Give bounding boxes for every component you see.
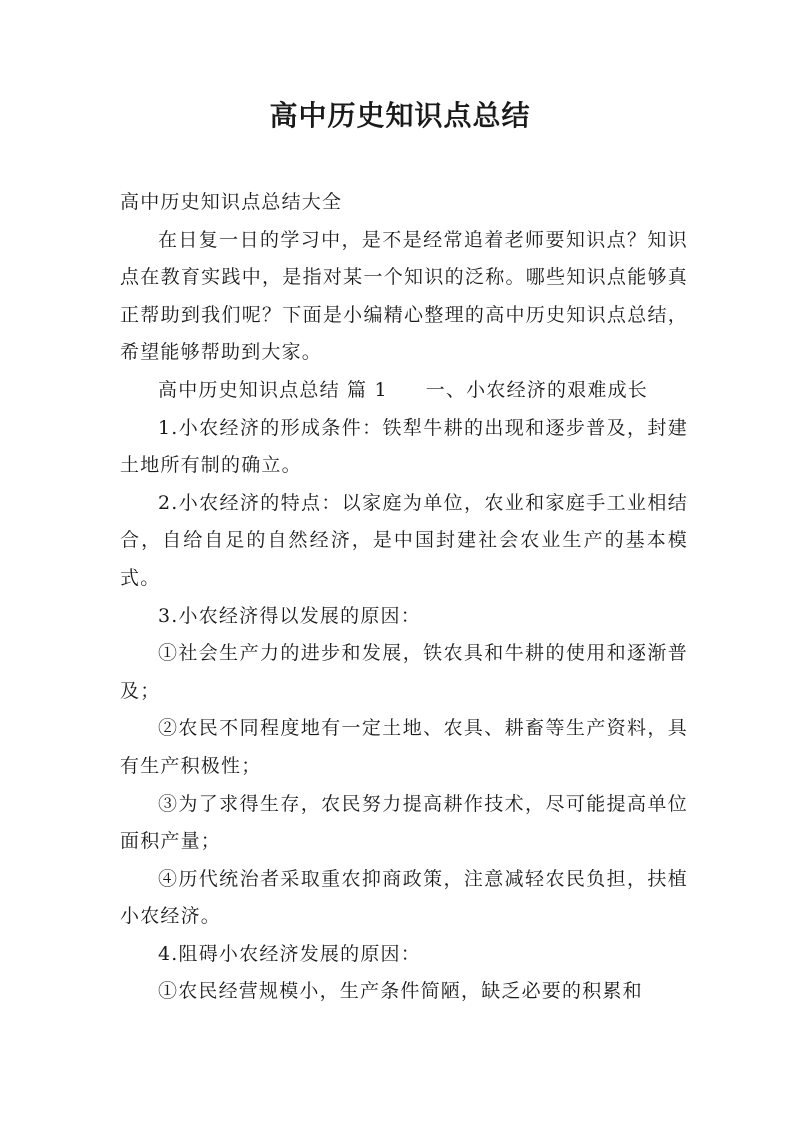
section-label: 高中历史知识点总结 篇 1 xyxy=(158,378,388,401)
intro-paragraph: 在日复一日的学习中，是不是经常追着老师要知识点？知识点在教育实践中，是指对某一个知识的泛称。哪些知识点能够真正帮助到我们呢？下面是小编精心整理的高中历史知识点总结，希望能够帮助到大家。 xyxy=(120,228,688,364)
point-4-item-1: ①农民经营规模小，生产条件简陋，缺乏必要的积累和 xyxy=(158,980,643,1003)
point-1-paragraph: 1.小农经济的形成条件：铁犁牛耕的出现和逐步普及，封建土地所有制的确立。 xyxy=(120,416,688,477)
point-4-heading: 4.阻碍小农经济发展的原因： xyxy=(158,942,421,965)
point-2-paragraph: 2.小农经济的特点：以家庭为单位，农业和家庭手工业相结合，自给自足的自然经济，是中国封建社会农业生产的基本模式。 xyxy=(120,491,688,589)
document-subtitle: 高中历史知识点总结大全 xyxy=(120,191,343,213)
point-3-heading: 3.小农经济得以发展的原因： xyxy=(158,604,421,627)
document-title: 高中历史知识点总结 xyxy=(269,99,531,132)
point-3-item-1: ①社会生产力的进步和发展，铁农具和牛耕的使用和逐渐普及； xyxy=(120,642,688,702)
point-3-item-4: ④历代统治者采取重农抑商政策，注意减轻农民负担，扶植小农经济。 xyxy=(120,867,688,928)
section-heading: 一、小农经济的艰难成长 xyxy=(425,378,648,401)
section-header-line xyxy=(120,372,688,410)
point-3-item-2: ②农民不同程度地有一定土地、农具、耕畜等生产资料，具有生产积极性； xyxy=(120,717,688,777)
point-3-item-3: ③为了求得生存，农民努力提高耕作技术，尽可能提高单位面积产量； xyxy=(120,792,688,853)
document-body xyxy=(120,184,688,1011)
